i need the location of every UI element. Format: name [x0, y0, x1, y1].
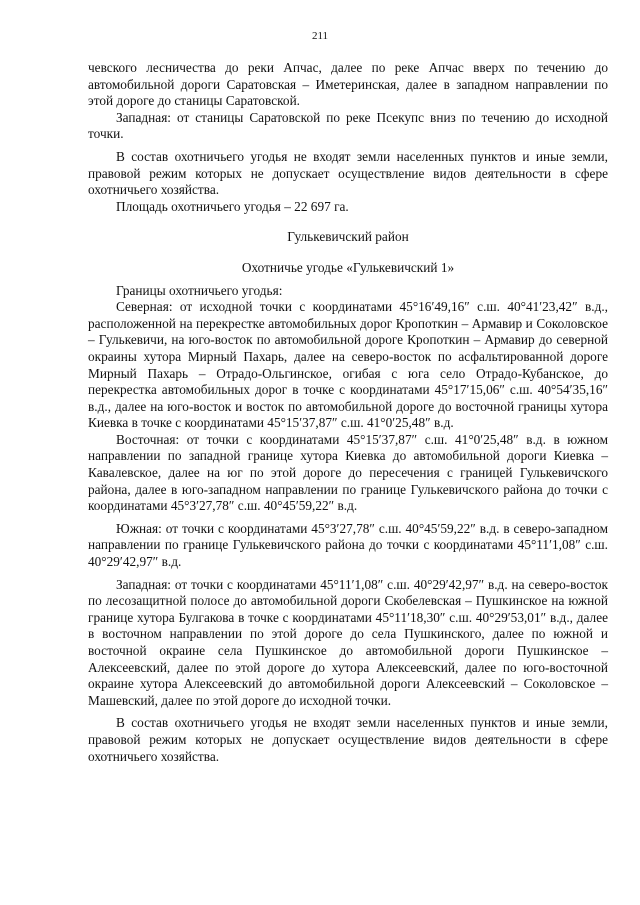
boundaries-intro: Границы охотничьего угодья: — [116, 282, 283, 298]
document-body — [88, 60, 608, 765]
paragraph-east-boundary: Восточная: от точки с координатами 45°15′37,87″ с.ш. 41°0′25,48″ в.д. в южном направлении по западной границе хутора Киевка до автомобильной дороги Киевка – Кавалевское, далее на юг по этой дороге до пересечения с границей Гулькевичского района, далее в юго-западном направлении по границе Гулькевичского района до точки с координатами 45°3′27,78″ с.ш. 40°45′59,22″ в.д. — [88, 431, 608, 514]
paragraph-west-boundary-saratov: Западная: от станицы Саратовской по реке Псекупс вниз по течению до исходной точки. — [88, 109, 608, 142]
hunting-ground-heading: Охотничье угодье «Гулькевичский 1» — [241, 259, 455, 275]
paragraph-exclusion-1: В состав охотничьего угодья не входят земли населенных пунктов и иные земли, правовой режим которых не допускает осуществление видов деятельности в сфере охотничьего хозяйства. — [88, 148, 608, 198]
paragraph-south-boundary: Южная: от точки с координатами 45°3′27,78″ с.ш. 40°45′59,22″ в.д. в северо-западном направлении по границе Гулькевичского района до точки с координатами 45°11′1,08″ с.ш. 40°29′42,97″ в.д. — [88, 520, 608, 570]
paragraph-west-boundary: Западная: от точки с координатами 45°11′1,08″ с.ш. 40°29′42,97″ в.д. на северо-восток по лесозащитной полосе до автомобильной дороги Скобелевская – Пушкинское на южной границе хутора Булгакова в точке с координатами 45°11′18,30″ с.ш. 40°29′53,01″ в.д., далее в восточном направлении по этой дороге до села Пушкинского, далее по южной и восточной окраине села Пушкинское до автомобильной дороги Пушкинское – Алексеевский, далее по этой дороге до хутора Алексеевский, далее по юго-восточной окраине хутора Алексеевский до автомобильной дороги Алексеевский – Соколовское – Машевский, далее по этой дороге до исходной точки. — [88, 576, 608, 708]
paragraph-north-boundary: Северная: от исходной точки с координатами 45°16′49,16″ с.ш. 40°41′23,42″ в.д., расположенной на перекрестке автомобильных дорог Кропоткин – Армавир и Соколовское – Гулькевичи, на юго-восток по автомобильной дороге Кропоткин – Армавир до северной окраины хутора Мирный Пахарь, далее на северо-восток по асфальтированной дороге Мирный Пахарь – Отрадо-Ольгинское, огибая с юга село Отрадо-Кубанское, до перекрестка автомобильных дорог в точке с координатами 45°17′15,06″ с.ш. 40°54′35,16″ в.д., далее на юго-восток и восток по автомобильной дороге до восточной границы хутора Киевка в точке с координатами 45°15′37,87″ с.ш. 41°0′25,48″ в.д. — [88, 299, 608, 431]
paragraph-area: Площадь охотничьего угодья – 22 697 га. — [116, 198, 349, 214]
district-heading: Гулькевичский район — [287, 229, 409, 245]
paragraph-exclusion-2: В состав охотничьего угодья не входят земли населенных пунктов и иные земли, правовой режим которых не допускает осуществление видов деятельности в сфере охотничьего хозяйства. — [88, 715, 608, 764]
page-number: 211 — [311, 30, 329, 42]
paragraph-continuation: чевского лесничества до реки Апчас, далее по реке Апчас вверх по течению до автомобильной дороги Саратовская – Иметеринская, далее в западном направлении по этой дороге до станицы Саратовской. — [88, 60, 608, 109]
